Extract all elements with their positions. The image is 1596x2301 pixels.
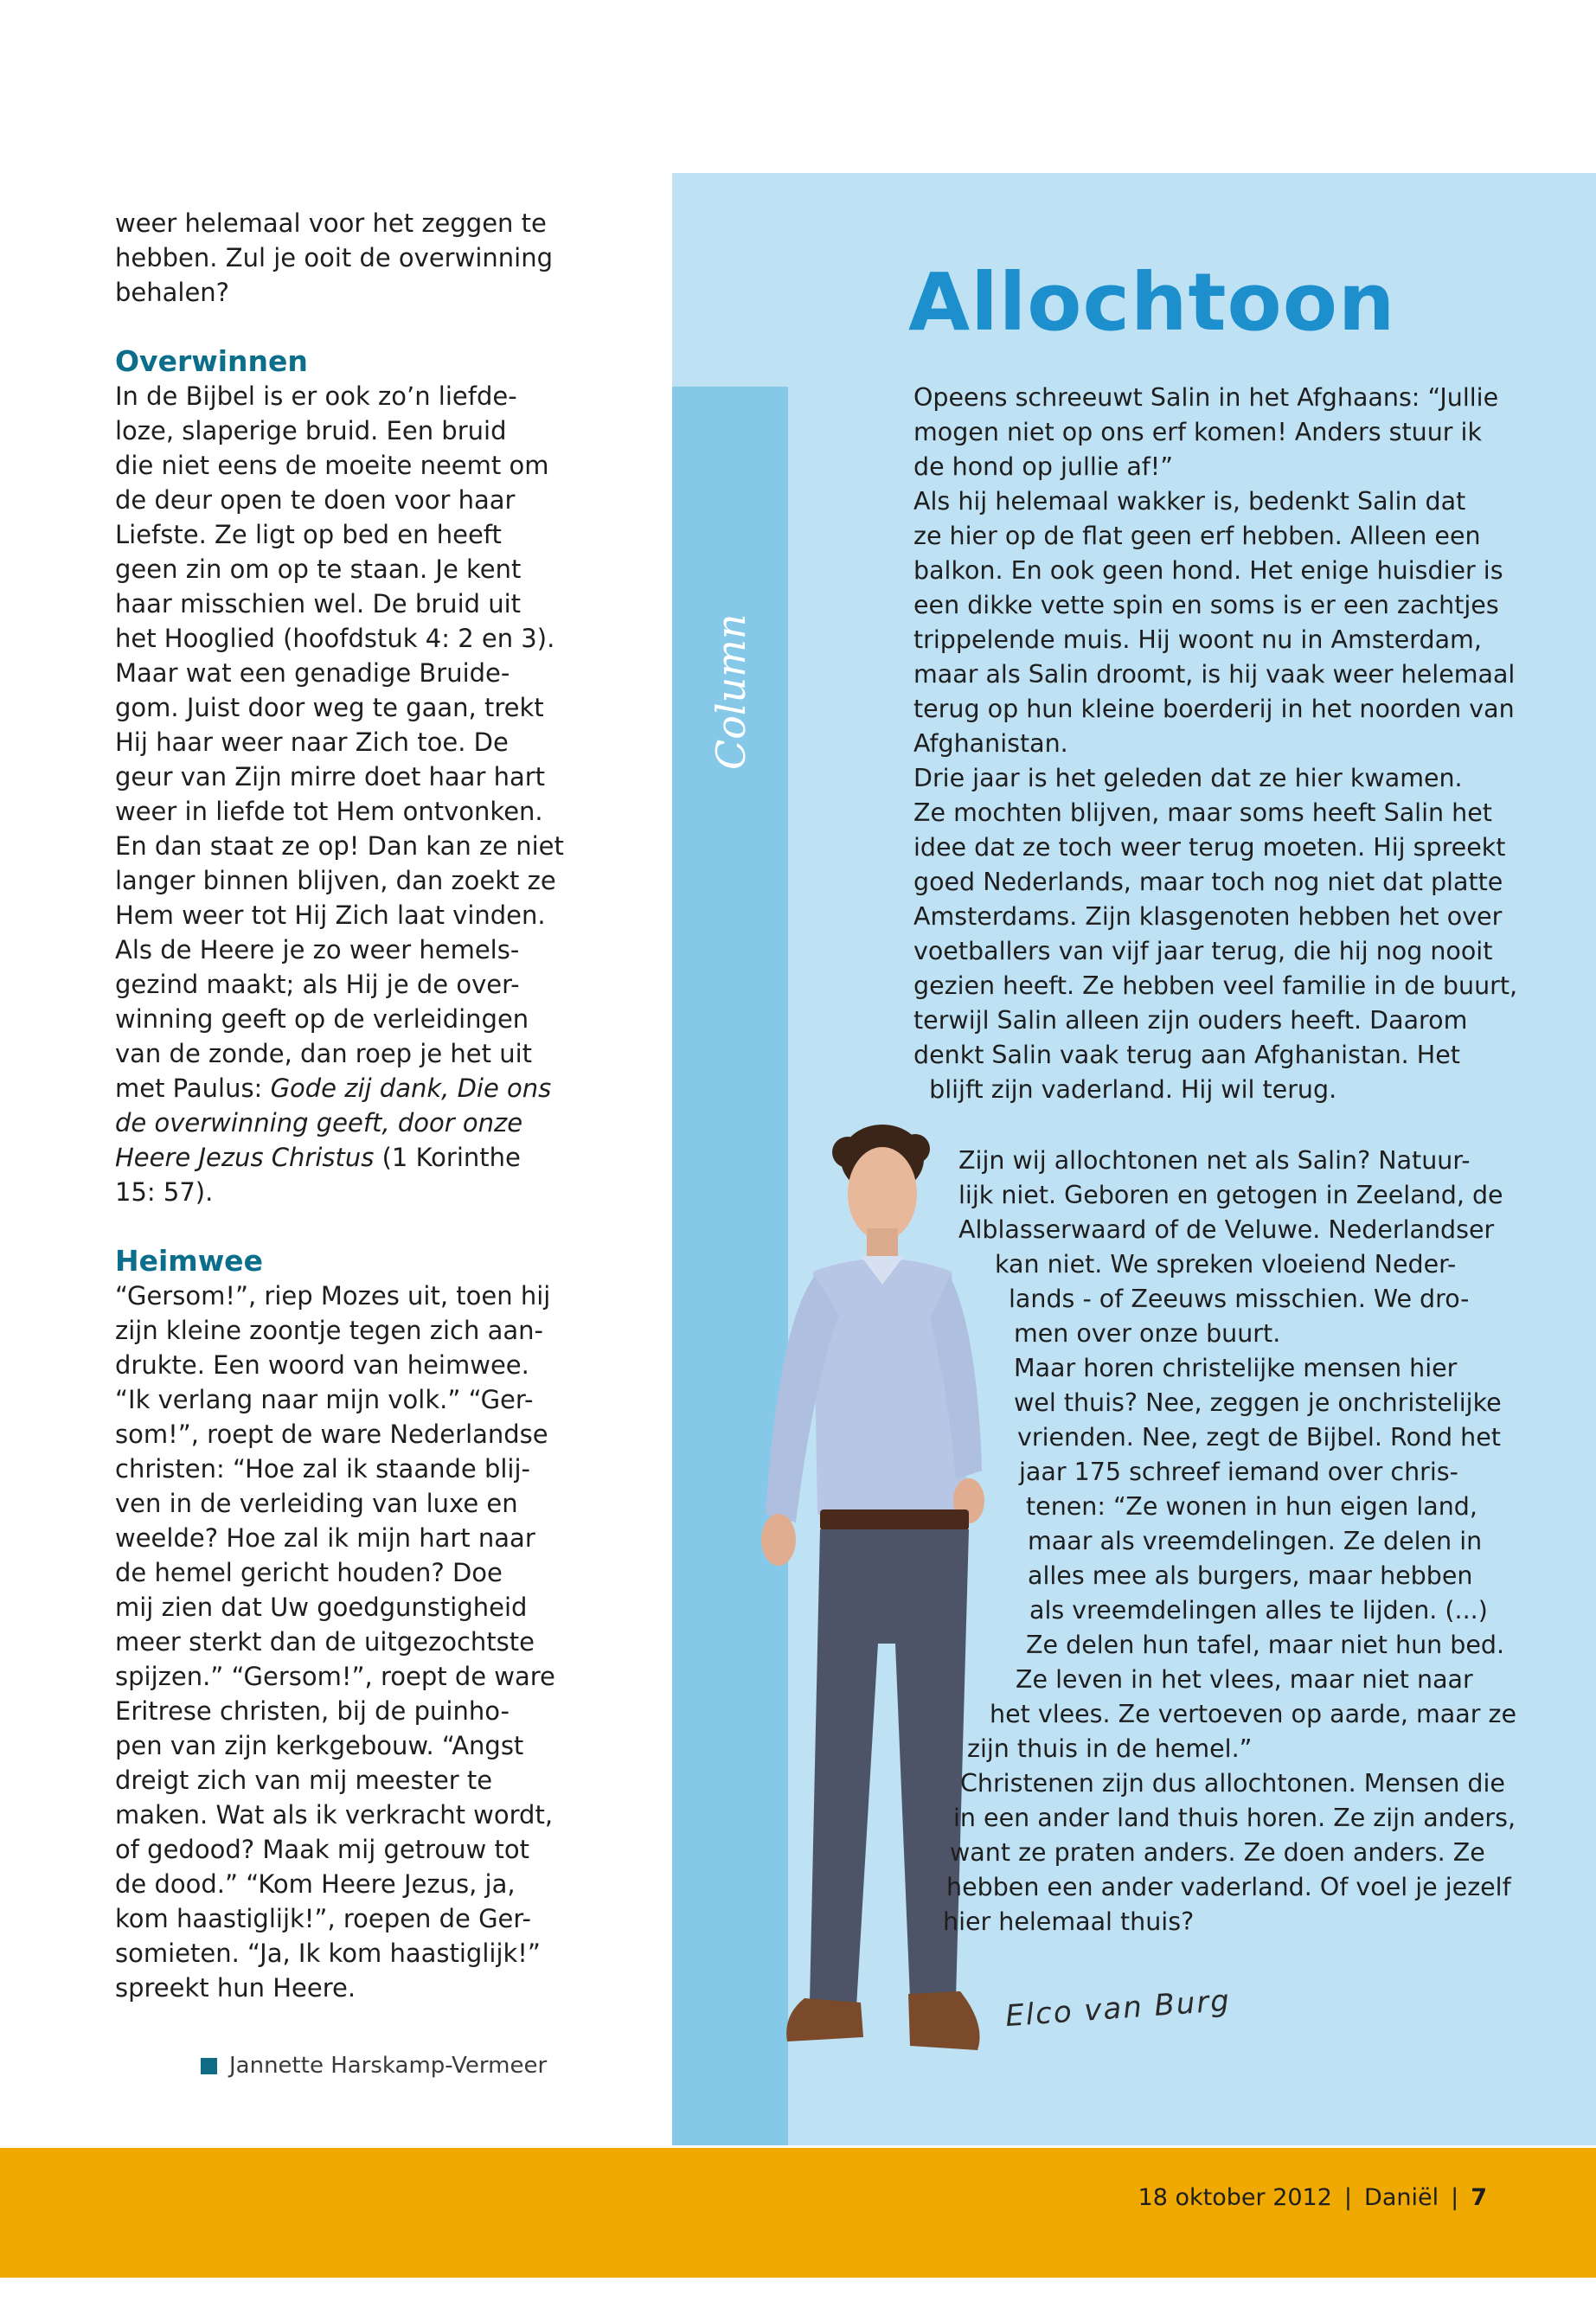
body-line: wel thuis? Nee, zeggen je onchristelijke	[1014, 1388, 1502, 1417]
body-line: het Hooglied (hoofdstuk 4: 2 en 3).	[115, 624, 555, 653]
body-line: Maar wat een genadige Bruide-	[115, 658, 510, 688]
body-line: Afghanistan.	[913, 729, 1068, 758]
body-line: hier helemaal thuis?	[943, 1907, 1195, 1936]
body-line: gom. Juist door weg te gaan, trekt	[115, 693, 544, 722]
section-heading-heimwee: Heimwee	[115, 1244, 263, 1278]
intro-line: hebben. Zul je ooit de overwinning	[115, 243, 553, 272]
body-line	[115, 1071, 565, 1106]
body-line: mogen niet op ons erf komen! Anders stuur ik	[913, 418, 1482, 446]
body-line: Alblasserwaard of de Veluwe. Nederlandser	[958, 1215, 1495, 1244]
bible-reference: 15: 57).	[115, 1177, 214, 1207]
bible-quote: Gode zij dank, Die ons	[270, 1074, 552, 1103]
body-line: in een ander land thuis horen. Ze zijn anders,	[953, 1804, 1516, 1832]
section-heimwee-body	[115, 1279, 565, 2005]
body-line: Liefste. Ze ligt op bed en heeft	[115, 520, 502, 549]
body-line: somieten. “Ja, Ik kom haastiglijk!”	[115, 1939, 541, 1968]
body-line: blijft zijn vaderland. Hij wil terug.	[913, 1075, 1337, 1104]
body-line: voetballers van vijf jaar terug, die hij nog nooit	[913, 937, 1493, 965]
author-credit	[201, 2053, 547, 2079]
body-line: de deur open te doen voor haar	[115, 485, 516, 515]
body-line: terug op hun kleine boerderij in het noorden van	[913, 695, 1515, 723]
left-article-column	[115, 206, 565, 2005]
body-line: maken. Wat als ik verkracht wordt,	[115, 1800, 554, 1830]
publication-name: Daniël	[1364, 2184, 1439, 2211]
body-line: Eritrese christen, bij de puinho-	[115, 1696, 510, 1726]
page-number: 7	[1471, 2184, 1487, 2211]
body-line: haar misschien wel. De bruid uit	[115, 589, 522, 619]
intro-line: weer helemaal voor het zeggen te	[115, 208, 547, 238]
body-line: In de Bijbel is er ook zo’n liefde-	[115, 381, 517, 411]
body-line: pen van zijn kerkgebouw. “Angst	[115, 1731, 524, 1760]
body-line: Hem weer tot Hij Zich laat vinden.	[115, 901, 546, 930]
body-line: want ze praten anders. Ze doen anders. Ze	[950, 1838, 1485, 1867]
body-line: Hij haar weer naar Zich toe. De	[115, 727, 509, 757]
body-line: weer in liefde tot Hem ontvonken.	[115, 797, 543, 826]
body-line: ven in de verleiding van luxe en	[115, 1489, 518, 1518]
shoe-shape	[786, 1998, 863, 2041]
page-footer	[0, 2148, 1596, 2278]
body-line	[115, 1140, 565, 1175]
body-line: drukte. Een woord van heimwee.	[115, 1350, 529, 1380]
author-name: Jannette Harskamp-Vermeer	[229, 2053, 548, 2079]
issue-date: 18 oktober 2012	[1138, 2184, 1332, 2211]
body-line: de hemel gericht houden? Doe	[115, 1558, 503, 1587]
bible-quote: de overwinning geeft, door onze	[115, 1108, 523, 1138]
body-line: geen zin om op te staan. Je kent	[115, 554, 522, 584]
body-line: terwijl Salin alleen zijn ouders heeft. Daarom	[913, 1006, 1468, 1035]
body-line: trippelende muis. Hij woont nu in Amsterdam,	[913, 625, 1482, 654]
body-line: zijn thuis in de hemel.”	[967, 1734, 1253, 1763]
body-line: spreekt hun Heere.	[115, 1973, 356, 2003]
body-line: balkon. En ook geen hond. Het enige huisdier is	[913, 556, 1503, 585]
section-overwinnen-body	[115, 379, 565, 1071]
body-line: Als de Heere je zo weer hemels-	[115, 935, 520, 965]
body-line: hebben een ander vaderland. Of voel je jezelf	[946, 1873, 1511, 1901]
column-body-bottom	[943, 1144, 1548, 1939]
body-line: alles mee als burgers, maar hebben	[1028, 1561, 1473, 1590]
body-line: die niet eens de moeite neemt om	[115, 451, 549, 480]
body-line: Als hij helemaal wakker is, bedenkt Salin dat	[913, 487, 1466, 516]
body-line: dreigt zich van mij meester te	[115, 1766, 493, 1795]
body-line: denkt Salin vaak terug aan Afghanistan. Het	[913, 1041, 1460, 1069]
body-line: vrienden. Nee, zegt de Bijbel. Rond het	[1017, 1423, 1501, 1452]
body-line: maar als Salin droomt, is hij vaak weer helemaal	[913, 660, 1516, 689]
body-line: loze, slaperige bruid. Een bruid	[115, 416, 507, 445]
body-line: Drie jaar is het geleden dat ze hier kwamen.	[913, 764, 1463, 792]
body-line: Zijn wij allochtonen net als Salin? Natuur-	[958, 1146, 1471, 1175]
square-bullet-icon	[201, 2058, 217, 2074]
body-line: of gedood? Maak mij getrouw tot	[115, 1835, 529, 1864]
body-line: tenen: “Ze wonen in hun eigen land,	[1026, 1492, 1477, 1521]
body-line: kom haastiglijk!”, roepen de Ger-	[115, 1904, 531, 1933]
body-line: christen: “Hoe zal ik staande blij-	[115, 1454, 530, 1484]
body-line: zijn kleine zoontje tegen zich aan-	[115, 1316, 543, 1345]
bible-reference: (1 Korinthe	[374, 1143, 521, 1172]
body-line: “Gersom!”, riep Mozes uit, toen hij	[115, 1281, 551, 1311]
body-line: lands - of Zeeuws misschien. We dro-	[1009, 1285, 1470, 1313]
intro-line: behalen?	[115, 278, 230, 307]
body-line: van de zonde, dan roep je het uit	[115, 1039, 533, 1068]
body-line: Ze mochten blijven, maar soms heeft Salin het	[913, 798, 1492, 827]
body-line: Ze leven in het vlees, maar niet naar	[1016, 1665, 1473, 1694]
body-line: lijk niet. Geboren en getogen in Zeeland, de	[958, 1181, 1503, 1209]
body-line: Amsterdams. Zijn klasgenoten hebben het over	[913, 902, 1503, 931]
body-line: gezien heeft. Ze hebben veel familie in de buurt,	[913, 971, 1518, 1000]
body-line: de dood.” “Kom Heere Jezus, ja,	[115, 1869, 516, 1899]
body-line: jaar 175 schreef iemand over chris-	[1019, 1458, 1458, 1486]
body-line: geur van Zijn mirre doet haar hart	[115, 762, 546, 792]
text-fragment: met Paulus:	[115, 1074, 271, 1103]
face-shape	[848, 1147, 917, 1240]
body-line: som!”, roept de ware Nederlandse	[115, 1420, 548, 1449]
body-line: Christenen zijn dus allochtonen. Mensen die	[960, 1769, 1505, 1798]
body-line: winning geeft op de verleidingen	[115, 1004, 529, 1034]
body-line: Maar horen christelijke mensen hier	[1014, 1354, 1458, 1382]
section-heading-overwinnen: Overwinnen	[115, 344, 308, 378]
column-label: Column	[708, 613, 754, 771]
body-line: de hond op jullie af!”	[913, 452, 1174, 481]
body-line: idee dat ze toch weer terug moeten. Hij spreekt	[913, 833, 1506, 862]
body-line: weelde? Hoe zal ik mijn hart naar	[115, 1523, 535, 1553]
shoe-shape	[908, 1991, 980, 2050]
body-line: Opeens schreeuwt Salin in het Afghaans: “Jullie	[913, 383, 1499, 412]
column-body-top	[913, 381, 1518, 1107]
body-line: het vlees. Ze vertoeven op aarde, maar ze	[990, 1700, 1516, 1728]
body-line: een dikke vette spin en soms is er een zachtjes	[913, 591, 1499, 619]
body-line: Ze delen hun tafel, maar niet hun bed.	[1026, 1631, 1505, 1659]
body-line: kan niet. We spreken vloeiend Neder-	[995, 1250, 1457, 1279]
body-line: gezind maakt; als Hij je de over-	[115, 970, 520, 999]
body-line: mij zien dat Uw goedgunstigheid	[115, 1593, 528, 1622]
body-line: spijzen.” “Gersom!”, roept de ware	[115, 1662, 555, 1691]
body-line: En dan staat ze op! Dan kan ze niet	[115, 831, 564, 861]
column-title: Allochtoon	[908, 256, 1396, 349]
body-line: maar als vreemdelingen. Ze delen in	[1028, 1527, 1483, 1555]
bible-quote: Heere Jezus Christus	[115, 1143, 375, 1172]
body-line: langer binnen blijven, dan zoekt ze	[115, 866, 556, 895]
body-line: “Ik verlang naar mijn volk.” “Ger-	[115, 1385, 534, 1414]
author-signature: Elco van Burg	[1003, 1983, 1233, 2035]
body-line: meer sterkt dan de uitgezochtste	[115, 1627, 535, 1657]
body-line: als vreemdelingen alles te lijden. (...)	[1029, 1596, 1488, 1625]
footer-info: 18 oktober 2012 | Daniël | 7	[1138, 2184, 1487, 2211]
body-line: ze hier op de flat geen erf hebben. Alleen een	[913, 522, 1481, 550]
body-line: men over onze buurt.	[1014, 1319, 1281, 1348]
body-line: goed Nederlands, maar toch nog niet dat platte	[913, 868, 1503, 896]
